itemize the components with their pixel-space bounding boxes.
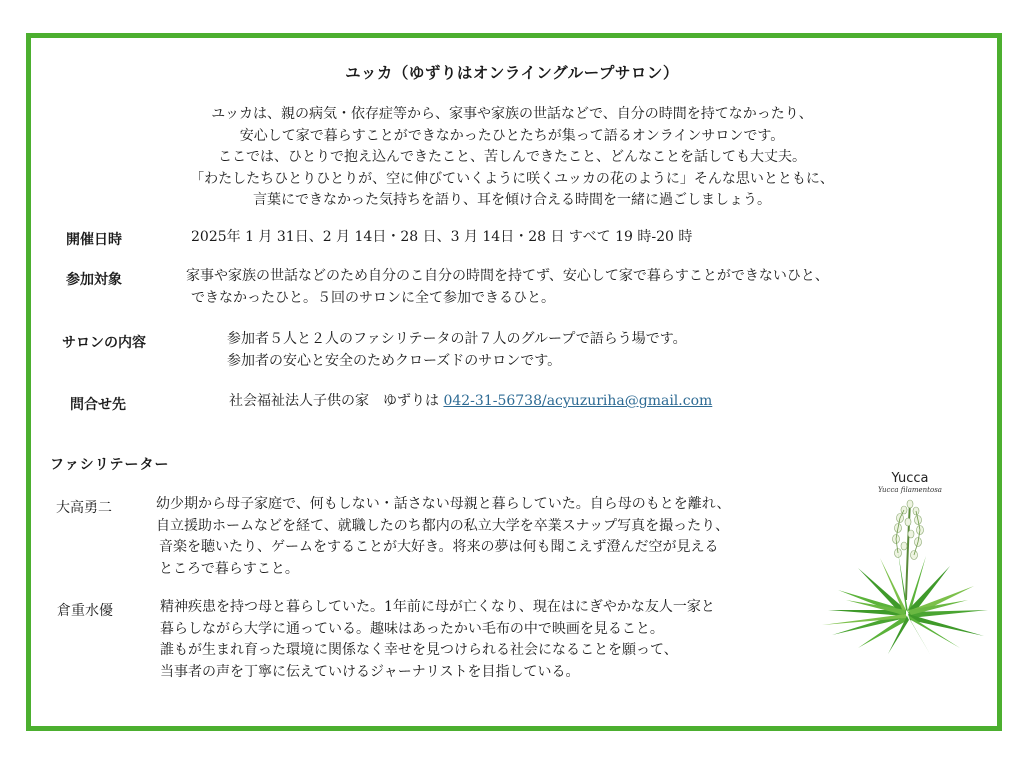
illustration-title: Yucca: [891, 471, 929, 486]
bio-line: 当事者の声を丁寧に伝えていけるジャーナリストを目指している。: [160, 663, 580, 680]
contact-link[interactable]: 042-31-56738/acyuzuriha@gmail.com: [443, 393, 713, 409]
contact-org: 社会福祉法人子供の家 ゆずりは: [229, 393, 444, 409]
facilitator-name: 倉重水優: [57, 603, 113, 619]
facilitator-name: 大高勇二: [56, 500, 112, 516]
bio-line: 幼少期から母子家庭で、何もしない・話さない母親と暮らしていた。自ら母のもとを離れ、: [156, 496, 731, 512]
bio-line: 精神疾患を持つ母と暮らしていた。1年前に母が亡くなり、現在はにぎやかな友人一家と: [160, 599, 715, 615]
bio-line: 自立援助ホームなどを経て、就職したのち都内の私立大学を卒業スナップ写真を撮ったり、: [156, 517, 730, 534]
date-value: 2025年 1 月 31日、2 月 14日・28 日、3 月 14日・28 日 すべて 19 時-20 時: [191, 229, 693, 245]
yucca-illustration: [818, 460, 994, 656]
contact-value: [229, 391, 712, 413]
target-line: 家事や家族の世話などのため自分のこ自分の時間を持てず、安心して家で暮らすことができないひと、: [186, 268, 829, 284]
bio-line: 誰もが生まれ育った環境に関係なく幸せを見つけられる社会になることを願って、: [160, 642, 678, 658]
target-value: [186, 266, 829, 309]
yucca-leaves: [822, 552, 988, 654]
intro-line: ユッカは、親の病気・依存症等から、家事や家族の世話などで、自分の時間を持てなかったり、: [211, 106, 813, 122]
bio-line: ところで暮らすこと。: [159, 560, 299, 577]
content-label: サロンの内容: [62, 335, 146, 351]
content-value: [227, 329, 687, 372]
page-title: ユッカ（ゆずりはオンライングループサロン）: [345, 63, 679, 82]
target-line: できなかったひと。５回のサロンに全て参加できるひと。: [191, 289, 555, 306]
bio-line: 音楽を聴いたり、ゲームをすることが大好き。将来の夢は何も聞こえず澄んだ空が見える: [159, 539, 719, 555]
intro-line: 言葉にできなかった気持ちを語り、耳を傾け合える時間を一緒に過ごしましょう。: [253, 192, 771, 208]
contact-label: 問合せ先: [70, 397, 126, 413]
intro-line: 「わたしたちひとりひとりが、空に伸びていくように咲くユッカの花のように」そんな思いとともに、: [190, 170, 834, 187]
intro-line: ここでは、ひとりで抱え込んできたこと、苦しんできたこと、どんなことを話しても大丈夫。: [218, 149, 806, 165]
date-label: 開催日時: [66, 232, 122, 248]
content-line: 参加者の安心と安全のためクローズドのサロンです。: [227, 352, 562, 369]
intro-text: [0, 104, 1024, 212]
content-line: 参加者５人と２人のファシリテータの計７人のグループで語らう場です。: [227, 331, 687, 347]
facilitators-heading: ファシリテーター: [50, 457, 170, 473]
illustration-subtitle: Yucca filamentosa: [878, 486, 942, 494]
facilitator-bio: [160, 597, 715, 683]
target-label: 参加対象: [66, 272, 122, 288]
facilitator-bio: [156, 494, 731, 580]
intro-line: 安心して家で暮らすことができなかったひとたちが集って語るオンラインサロンです。: [239, 127, 785, 144]
bio-line: 暮らしながら大学に通っている。趣味はあったかい毛布の中で映画を見ること。: [160, 620, 664, 637]
